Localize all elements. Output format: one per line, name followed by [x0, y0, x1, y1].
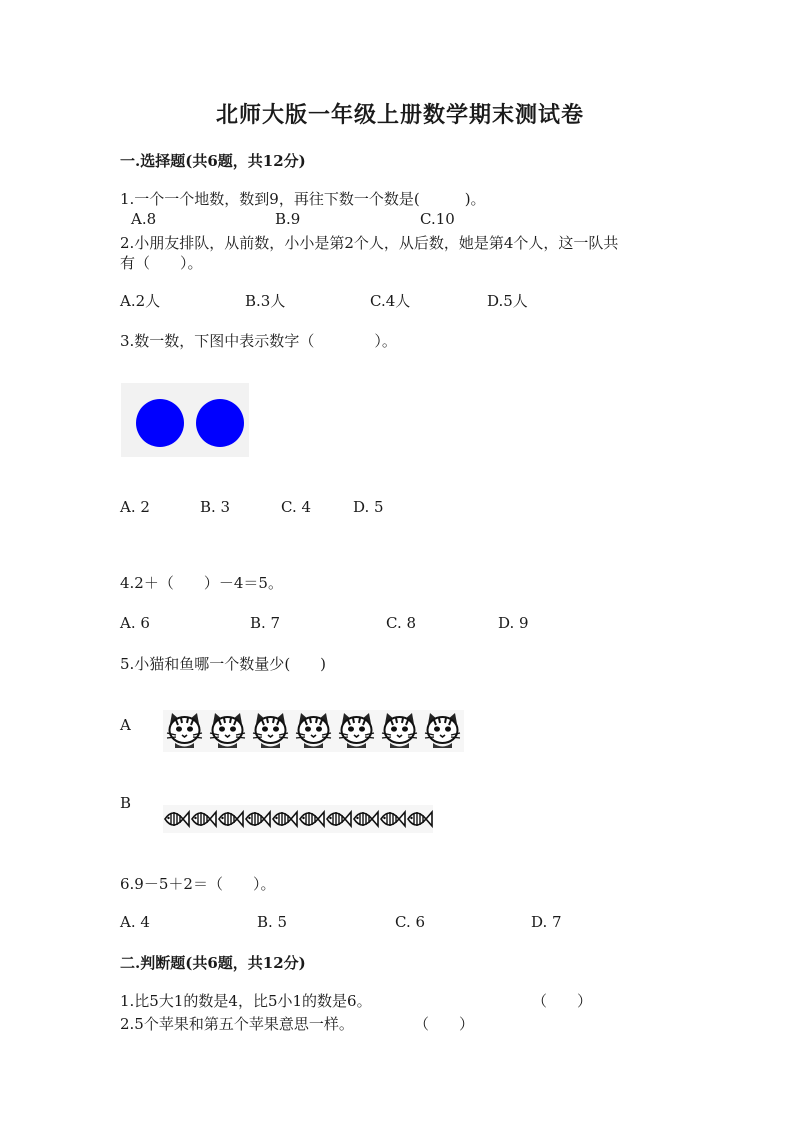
fish-icon	[190, 805, 217, 833]
section-heading-judgment: 二.判断题(共6题，共12分)	[120, 954, 306, 972]
fish-icon	[244, 805, 271, 833]
fish-icon	[163, 805, 190, 833]
question-2-text-line1: 2.小朋友排队，从前数，小小是第2个人，从后数，她是第4个人，这一队共	[120, 234, 619, 252]
question-2-text-line2: 有（ ）。	[120, 254, 203, 272]
judgment-1-answer-parentheses: （ ）	[532, 992, 593, 1010]
fish-row	[163, 805, 433, 833]
fish-icon	[325, 805, 352, 833]
cat-icon	[421, 710, 464, 752]
question-3-text: 3.数一数，下图中表示数字（ ）。	[120, 332, 397, 350]
section-heading-choice: 一.选择题(共6题，共12分)	[120, 152, 306, 170]
question-3-option-b: B. 3	[200, 498, 231, 516]
judgment-2-text: 2.5个苹果和第五个苹果意思一样。	[120, 1015, 354, 1033]
question-4-option-c: C. 8	[386, 614, 417, 632]
cat-icon	[249, 710, 292, 752]
circles-figure	[121, 383, 249, 457]
question-3-option-c: C. 4	[281, 498, 312, 516]
question-2-option-d: D.5人	[487, 292, 528, 310]
question-1-option-a: A.8	[131, 210, 157, 228]
cat-icon	[335, 710, 378, 752]
option-b-label: B	[120, 794, 132, 812]
option-a-label: A	[120, 716, 131, 734]
question-4-option-d: D. 9	[498, 614, 529, 632]
judgment-1-text: 1.比5大1的数是4，比5小1的数是6。	[120, 992, 372, 1010]
question-4-option-b: B. 7	[250, 614, 281, 632]
question-6-option-a: A. 4	[120, 913, 150, 931]
question-4-option-a: A. 6	[120, 614, 150, 632]
cat-icon	[292, 710, 335, 752]
question-2-option-b: B.3人	[245, 292, 286, 310]
cat-icon	[163, 710, 206, 752]
fish-icon	[271, 805, 298, 833]
blue-circle	[196, 399, 244, 447]
question-6-text: 6.9－5＋2＝（ ）。	[120, 875, 276, 893]
question-2-option-c: C.4人	[370, 292, 411, 310]
blue-circle	[136, 399, 184, 447]
cat-row	[163, 710, 464, 752]
question-6-option-d: D. 7	[531, 913, 562, 931]
question-2-option-a: A.2人	[120, 292, 161, 310]
fish-icon	[217, 805, 244, 833]
cat-icon	[378, 710, 421, 752]
question-3-option-a: A. 2	[120, 498, 150, 516]
judgment-2-answer-parentheses: （ ）	[414, 1015, 475, 1033]
question-1-option-c: C.10	[420, 210, 455, 228]
question-5-text: 5.小猫和鱼哪一个数量少( )	[120, 655, 327, 673]
question-1-text: 1.一个一个地数，数到9，再往下数一个数是( )。	[120, 190, 486, 208]
question-6-option-b: B. 5	[257, 913, 288, 931]
question-6-option-c: C. 6	[395, 913, 426, 931]
page-title: 北师大版一年级上册数学期末测试卷	[215, 102, 584, 128]
fish-icon	[298, 805, 325, 833]
question-3-option-d: D. 5	[353, 498, 384, 516]
question-1-option-b: B.9	[275, 210, 301, 228]
question-4-text: 4.2＋（ ）－4＝5。	[120, 574, 283, 592]
fish-icon	[352, 805, 379, 833]
fish-icon	[406, 805, 433, 833]
fish-icon	[379, 805, 406, 833]
cat-icon	[206, 710, 249, 752]
